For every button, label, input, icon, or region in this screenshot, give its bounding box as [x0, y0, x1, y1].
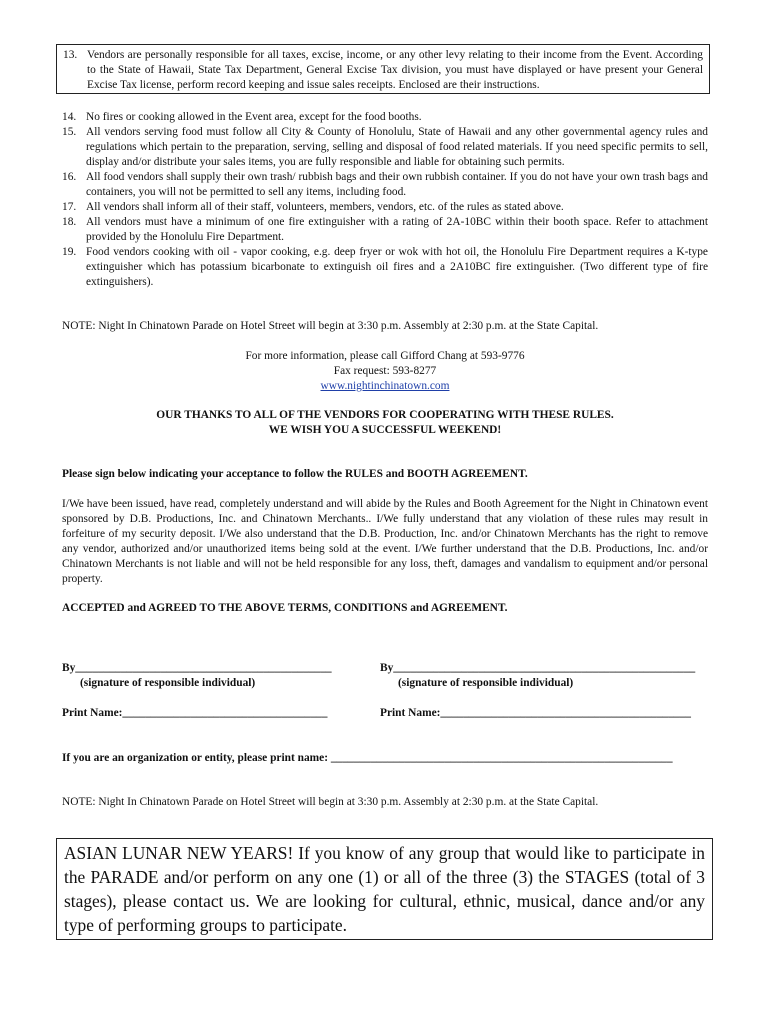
rule-number: 17.	[62, 201, 77, 213]
rule-13-box	[56, 44, 710, 94]
parade-note: NOTE: Night In Chinatown Parade on Hotel Street will begin at 3:30 p.m. Assembly at 2:30 p.m. at the State Capital.	[62, 320, 599, 332]
rule-number: 19.	[62, 246, 77, 258]
rule-number: 14.	[62, 111, 77, 123]
parade-note-bottom: NOTE: Night In Chinatown Parade on Hotel Street will begin at 3:30 p.m. Assembly at 2:30 p.m. at the State Capital.	[62, 796, 599, 808]
rule-item	[62, 110, 708, 125]
left-print-name-field[interactable]: Print Name:____________________________________	[62, 707, 328, 719]
rule-text: Vendors are personally responsible for all taxes, excise, income, or any other levy relating to their income from the Event. According to the State of Hawaii, State Tax Department, General Excise Tax division, you must have displayed or have present your General Excise Tax license, perform record keeping and issue sales receipts. Enclosed are their instructions.	[87, 49, 703, 91]
left-signature-caption: (signature of responsible individual)	[80, 677, 256, 689]
thanks-line-1: OUR THANKS TO ALL OF THE VENDORS FOR COOPERATING WITH THESE RULES.	[156, 409, 614, 421]
contact-fax: Fax request: 593-8277	[333, 365, 437, 377]
rule-text: All vendors must have a minimum of one fire extinguisher with a rating of 2A-10BC within their booth space. Refer to attachment provided by the Honolulu Fire Department.	[86, 216, 708, 243]
rule-number: 16.	[62, 171, 77, 183]
right-signature-line[interactable]: By_____________________________________________________	[380, 662, 696, 674]
sign-instruction: Please sign below indicating your acceptance to follow the RULES and BOOTH AGREEMENT.	[62, 468, 528, 480]
right-signature-caption: (signature of responsible individual)	[398, 677, 574, 689]
rule-text: All vendors shall inform all of their staff, volunteers, members, vendors, etc. of the rules as stated above.	[86, 201, 564, 213]
rule-item	[62, 215, 708, 245]
rule-item	[62, 170, 708, 200]
thanks-line-2: WE WISH YOU A SUCCESSFUL WEEKEND!	[268, 424, 502, 436]
rule-number: 18.	[62, 216, 77, 228]
rule-item	[62, 125, 708, 170]
website-link[interactable]: www.nightinchinatown.com	[320, 380, 450, 392]
rule-item	[63, 48, 703, 93]
rules-list	[62, 110, 708, 290]
rule-text: All vendors serving food must follow all City & County of Honolulu, State of Hawaii and any other governmental agency rules and regulations which pertain to the preparation, serving, selling and disposal of food related materials. If you need specific permits to sell, display and/or distribute your sales items, you are fully responsible and liable for obtaining such permits.	[86, 126, 708, 168]
rule-text: All food vendors shall supply their own trash/ rubbish bags and their own rubbish container. If you do not have your own trash bags and containers, you will not be permitted to sell any items, including food.	[86, 171, 708, 198]
website-row	[62, 379, 708, 394]
contact-phone: For more information, please call Gifford Chang at 593-9776	[245, 350, 525, 362]
rule-item	[62, 245, 708, 290]
organization-name-field[interactable]: If you are an organization or entity, please print name: ____________________________________________________________	[62, 752, 673, 764]
rule-number: 15.	[62, 126, 77, 138]
rule-item	[62, 200, 708, 215]
left-signature-line[interactable]: By_____________________________________________	[62, 662, 332, 674]
rule-text: Food vendors cooking with oil - vapor cooking, e.g. deep fryer or wok with hot oil, the Honolulu Fire Department requires a K-type extinguisher which has potassium bicarbonate to extinguish oil fires and a 2A10BC fire extinguisher. (Two different type of fire extinguishers).	[86, 246, 708, 288]
right-print-name-field[interactable]: Print Name:____________________________________________	[380, 707, 692, 719]
lunar-new-year-announcement: ASIAN LUNAR NEW YEARS! If you know of any group that would like to participate in the PARADE and/or perform on any one (1) or all of the three (3) the STAGES (total of 3 stages), please contact us. We are looking for cultural, ethnic, musical, dance and/or any type of performing groups to participate.	[56, 838, 713, 940]
rule-number: 13.	[63, 49, 78, 61]
accepted-heading: ACCEPTED and AGREED TO THE ABOVE TERMS, CONDITIONS and AGREEMENT.	[62, 602, 508, 614]
acknowledgement-paragraph: I/We have been issued, have read, completely understand and will abide by the Rules and Booth Agreement for the Night in Chinatown event sponsored by D.B. Productions, Inc. and Chinatown Merchants.. I/We fully understand that any violation of these rules may result in forfeiture of my security deposit. I/We also understand that the D.B. Production, Inc. and/or Chinatown Merchants has the right to remove any vendor, authorized and/or unauthorized items being sold at the event. I/We further understand that the D.B. Productions, Inc. and/or Chinatown Merchants is not liable and will not be held responsible for any loss, theft, damages and vandalism to equipment and/or personal property.	[62, 498, 708, 585]
rule-text: No fires or cooking allowed in the Event area, except for the food booths.	[86, 111, 422, 123]
